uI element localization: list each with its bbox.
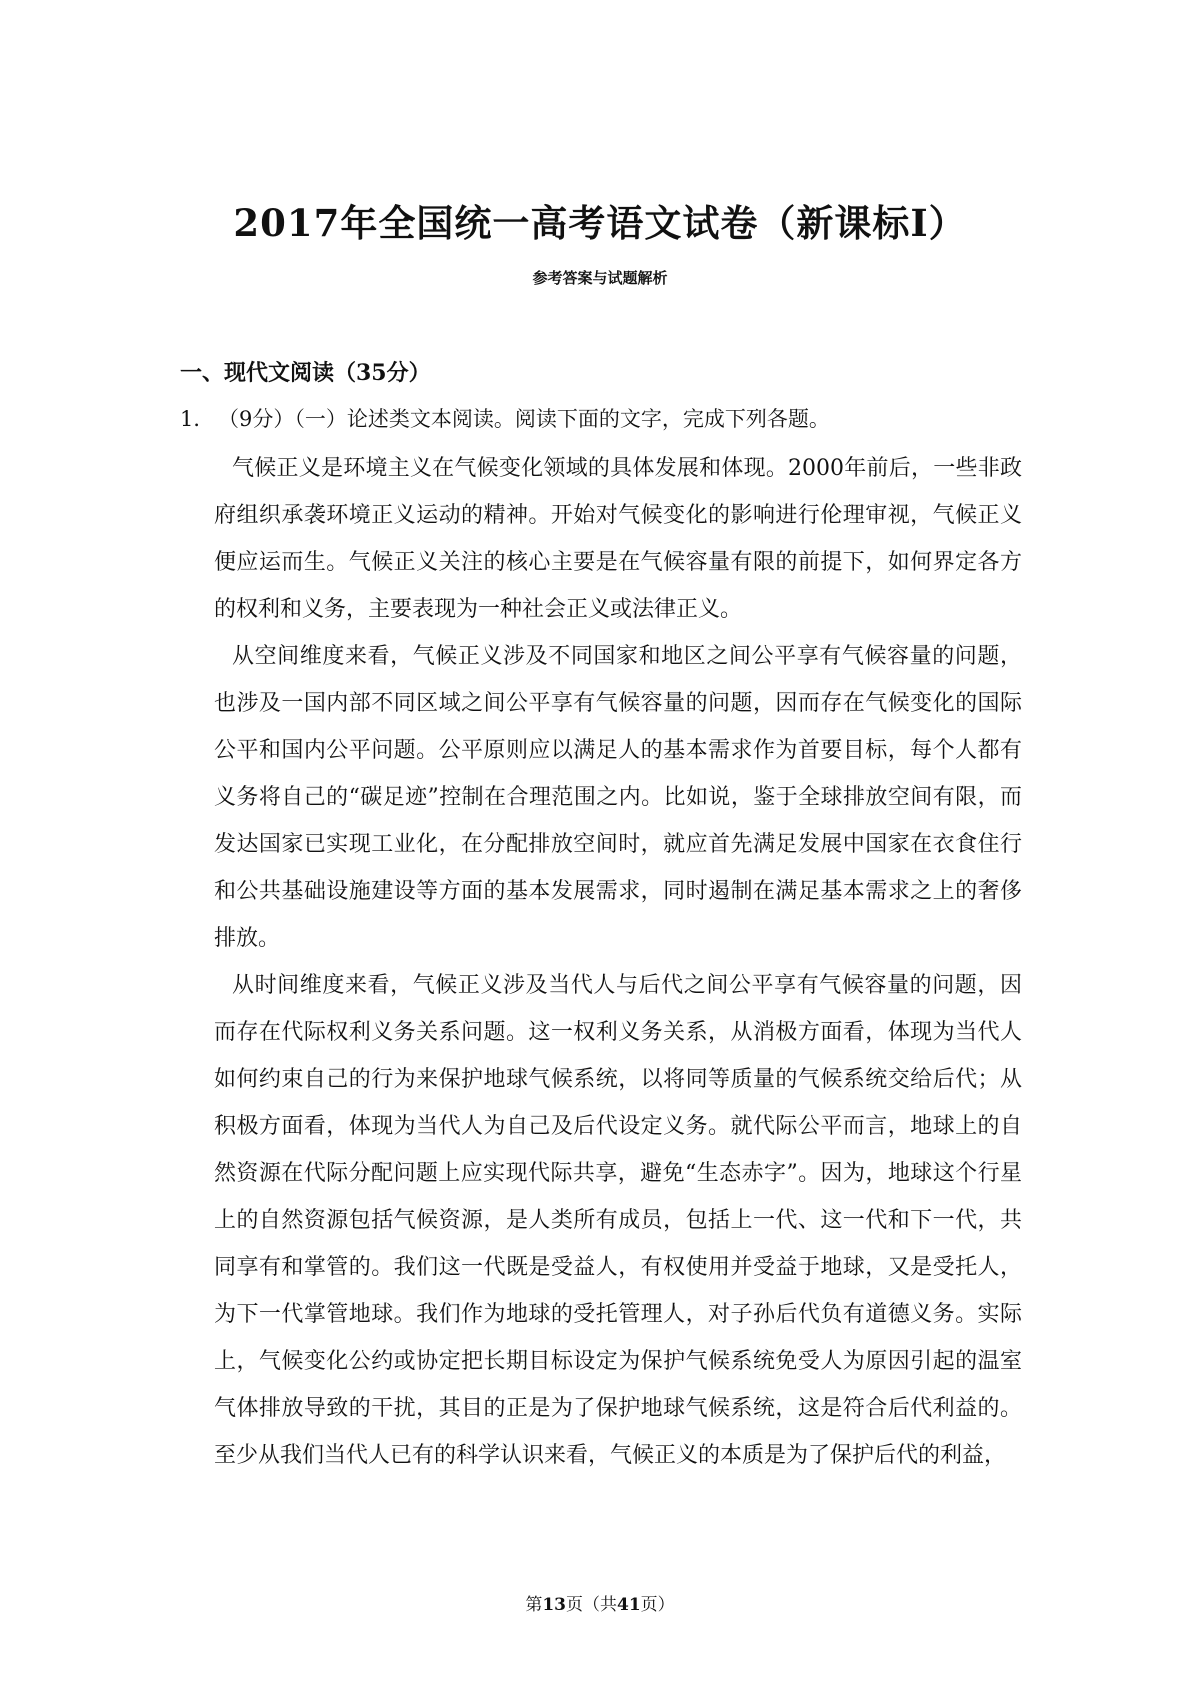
- page-footer: [0, 1593, 1200, 1617]
- reading-passage: [214, 445, 1022, 1479]
- footer-page-number: 13: [542, 1595, 566, 1615]
- passage-paragraph-1: 气候正义是环境主义在气候变化领域的具体发展和体现。2000年前后，一些非政府组织承袭环境正义运动的精神。开始对气候变化的影响进行伦理审视，气候正义便应运而生。气候正义关注的核心主要是在气候容量有限的前提下，如何界定各方的权利和义务，主要表现为一种社会正义或法律正义。: [214, 456, 1022, 622]
- document-subtitle: 参考答案与试题解析: [532, 269, 668, 287]
- footer-middle: 页（共: [566, 1595, 617, 1615]
- footer-suffix: 页）: [640, 1595, 675, 1615]
- question-line: [180, 403, 1040, 435]
- footer-prefix: 第: [525, 1595, 543, 1615]
- question-text: （9分）（一）论述类文本阅读。阅读下面的文字，完成下列各题。: [218, 407, 830, 431]
- section-heading: 一、现代文阅读（35分）: [180, 360, 431, 386]
- footer-total-pages: 41: [617, 1595, 641, 1615]
- document-title: 2017年全国统一高考语文试卷（新课标Ⅰ）: [233, 201, 967, 245]
- question-number: 1．: [180, 407, 215, 431]
- passage-paragraph-2: 从空间维度来看，气候正义涉及不同国家和地区之间公平享有气候容量的问题，也涉及一国内部不同区域之间公平享有气候容量的问题，因而存在气候变化的国际公平和国内公平问题。公平原则应以满足人的基本需求作为首要目标，每个人都有义务将自己的“碳足迹”控制在合理范围之内。比如说，鉴于全球排放空间有限，而发达国家已实现工业化，在分配排放空间时，就应首先满足发展中国家在衣食住行和公共基础设施建设等方面的基本发展需求，同时遏制在满足基本需求之上的奢侈排放。: [214, 644, 1022, 951]
- passage-paragraph-3: 从时间维度来看，气候正义涉及当代人与后代之间公平享有气候容量的问题，因而存在代际权利义务关系问题。这一权利义务关系，从消极方面看，体现为当代人如何约束自己的行为来保护地球气候系统，以将同等质量的气候系统交给后代；从积极方面看，体现为当代人为自己及后代设定义务。就代际公平而言，地球上的自然资源在代际分配问题上应实现代际共享，避免“生态赤字”。因为，地球这个行星上的自然资源包括气候资源，是人类所有成员，包括上一代、这一代和下一代，共同享有和掌管的。我们这一代既是受益人，有权使用并受益于地球，又是受托人，为下一代掌管地球。我们作为地球的受托管理人，对子孙后代负有道德义务。实际上，气候变化公约或协定把长期目标设定为保护气候系统免受人为原因引起的温室气体排放导致的干扰，其目的正是为了保护地球气候系统，这是符合后代利益的。至少从我们当代人已有的科学认识来看，气候正义的本质是为了保护后代的利益，: [214, 973, 1022, 1468]
